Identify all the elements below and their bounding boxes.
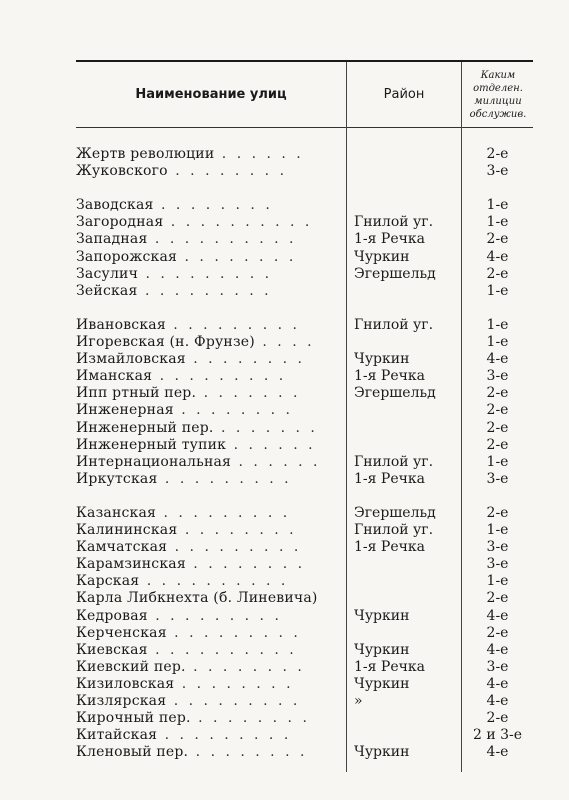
street-name — [76, 146, 346, 163]
street-name — [76, 402, 346, 419]
leader-dots: . . . . . . . . . . — [163, 214, 313, 231]
leader-dots: . . . . . . . . — [185, 556, 306, 573]
police-office: 2-е — [486, 385, 509, 402]
district: Чуркин — [354, 744, 410, 761]
street-name-text: Карла Либкнехта (б. Линевича) — [76, 590, 318, 607]
police-office: 1-е — [486, 316, 509, 333]
police-office: 2-е — [486, 624, 509, 641]
street-name-text: Калининская — [76, 522, 178, 539]
district — [346, 727, 461, 744]
leader-dots: . . . . . . . . . — [152, 368, 287, 385]
header-rule — [76, 127, 533, 128]
street-name-text: Западная — [76, 231, 148, 248]
leader-dots: . . . . . . . . . — [167, 539, 302, 556]
table-row — [76, 693, 534, 710]
leader-dots: . . . . . . . . . . — [139, 573, 289, 590]
table-row — [76, 334, 534, 351]
police-office: 3-е — [486, 163, 509, 180]
street-name-text: Иркутская — [76, 470, 158, 487]
table-row — [76, 368, 534, 385]
table-row — [76, 197, 534, 214]
header-office-line: отделен. — [473, 82, 523, 94]
street-name — [76, 625, 346, 642]
district: 1-я Речка — [354, 658, 425, 675]
table-row — [76, 385, 534, 402]
street-name-text: Зейская — [76, 282, 138, 299]
police-office: 2-е — [486, 436, 509, 453]
district: 1-я Речка — [354, 231, 425, 248]
police-office: 3-е — [486, 470, 509, 487]
street-name-text: Интернациональная — [76, 453, 232, 470]
table-row — [76, 539, 534, 556]
leader-dots: . . . . . . . . . — [147, 607, 282, 624]
header-office-line: Каким — [480, 69, 516, 81]
street-name-text: Загородная — [76, 214, 164, 231]
street-name — [76, 266, 346, 283]
street-name — [76, 522, 346, 539]
leader-dots: . . . . . . . . . — [166, 624, 301, 641]
table-row — [76, 214, 534, 231]
table-row — [76, 642, 534, 659]
table-row — [76, 556, 534, 573]
table-row — [76, 505, 534, 522]
district — [346, 625, 461, 642]
table-row — [76, 402, 534, 419]
street-name — [76, 197, 346, 214]
street-name-text: Керченская — [76, 624, 167, 641]
leader-dots: . . . . . . . . . — [165, 316, 300, 333]
district — [346, 283, 461, 300]
police-office: 4-е — [486, 248, 509, 265]
police-office: 2-е — [486, 265, 509, 282]
street-name — [76, 573, 346, 590]
district: Эгершельд — [354, 265, 436, 282]
street-name-text: Киевская — [76, 641, 148, 658]
leader-dots: . . . . . . . . — [185, 658, 305, 675]
district: 1-я Речка — [354, 539, 425, 556]
street-name — [76, 163, 346, 180]
street-name — [76, 471, 346, 488]
police-office: 4-е — [486, 641, 509, 658]
leader-dots: . . . . . . . . . — [138, 265, 273, 282]
district: Гнилой уг. — [354, 522, 434, 539]
street-name-text: Кленовый пер. — [76, 744, 189, 761]
street-name — [76, 249, 346, 266]
table-row — [76, 625, 534, 642]
street-name — [76, 693, 346, 710]
street-name-text: Засулич — [76, 265, 139, 282]
police-office: 3-е — [486, 556, 509, 573]
street-name-text: Карамзинская — [76, 556, 186, 573]
leader-dots: . . . . . . — [226, 436, 316, 453]
leader-dots: . . . . . . — [231, 453, 321, 470]
leader-dots: . . . . . . . . . . — [147, 231, 297, 248]
street-table — [76, 146, 534, 761]
police-office: 3-е — [486, 539, 509, 556]
table-row — [76, 659, 534, 676]
police-office: 2-е — [486, 419, 509, 436]
leader-dots: . . . . . . . . . — [156, 504, 291, 521]
leader-dots: . . . . . . . — [196, 385, 301, 402]
police-office: 4-е — [486, 351, 509, 368]
district — [346, 163, 461, 180]
street-name — [76, 454, 346, 471]
district — [346, 556, 461, 573]
street-name — [76, 676, 346, 693]
header-office-line: обслужив. — [469, 108, 527, 120]
street-name — [76, 659, 346, 676]
police-office: 1-е — [486, 334, 509, 351]
street-name-text: Иманская — [76, 368, 153, 385]
police-office: 3-е — [486, 658, 509, 675]
header-office-line: милиции — [474, 95, 522, 107]
street-name — [76, 642, 346, 659]
street-name — [76, 317, 346, 334]
district: Гнилой уг. — [354, 214, 434, 231]
table-row — [76, 454, 534, 471]
police-office: 1-е — [486, 282, 509, 299]
leader-dots: . . . . . . . . — [188, 744, 308, 761]
leader-dots: . . . . . . . . — [177, 522, 297, 539]
police-office: 1-е — [486, 197, 509, 214]
street-name-text: Кизлярская — [76, 693, 167, 709]
street-name — [76, 231, 346, 248]
police-office: 2-е — [486, 146, 509, 162]
section-gap — [76, 300, 534, 317]
leader-dots: . . . . . . . . — [153, 197, 273, 214]
street-name-text: Ивановская — [76, 316, 166, 333]
police-office: 2-е — [486, 504, 509, 521]
leader-dots: . . . . . . . . . — [157, 470, 292, 487]
police-office: 1-е — [486, 522, 509, 539]
street-name-text: Измайловская — [76, 351, 186, 368]
leader-dots: . . . . . . . . — [167, 163, 288, 180]
header-street: Наименование улиц — [135, 87, 287, 102]
street-name — [76, 385, 346, 402]
district — [346, 573, 461, 590]
leader-dots: . . . . . . . . . — [137, 282, 272, 299]
street-name-text: Жуковского — [76, 163, 168, 180]
table-row — [76, 163, 534, 180]
district: Эгершельд — [354, 385, 436, 402]
police-office: 2-е — [486, 590, 509, 607]
table-row — [76, 420, 534, 437]
district — [346, 334, 461, 351]
section-gap — [76, 488, 534, 505]
street-name — [76, 214, 346, 231]
street-name-text: Казанская — [76, 504, 157, 521]
street-name-text: Заводская — [76, 197, 154, 214]
police-office: 2 и 3-е — [472, 727, 523, 744]
street-name — [76, 420, 346, 437]
district: Чуркин — [354, 607, 410, 624]
street-name — [76, 556, 346, 573]
leader-dots: . . . . — [254, 334, 315, 351]
street-name — [76, 283, 346, 300]
header-district: Район — [383, 87, 425, 102]
leader-dots: . . . . . . . . . — [166, 693, 301, 709]
district: Чуркин — [354, 675, 410, 692]
street-name — [76, 334, 346, 351]
district — [346, 590, 461, 607]
district — [346, 197, 461, 214]
street-name-text: Киевский пер. — [76, 658, 186, 675]
section-gap — [76, 180, 534, 197]
leader-dots: . . . . . . . . — [185, 351, 305, 368]
header-office — [462, 62, 534, 127]
street-name-text: Ипп ртный пер. — [76, 385, 197, 402]
table-row — [76, 471, 534, 488]
leader-dots: . . . . . . . . — [190, 710, 310, 727]
police-office: 4-е — [486, 607, 509, 624]
street-name-text: Китайская — [76, 727, 158, 744]
police-office: 1-е — [486, 453, 509, 470]
street-name — [76, 590, 346, 607]
street-name — [76, 368, 346, 385]
police-office: 4-е — [486, 675, 509, 692]
district — [346, 420, 461, 437]
police-office: 2-е — [486, 231, 509, 248]
district — [346, 710, 461, 727]
leader-dots: . . . . . . . . — [177, 248, 297, 265]
leader-dots: . . . . . . . . . . — [147, 641, 297, 658]
table-row — [76, 608, 534, 625]
street-name-text: Жертв революции — [76, 146, 215, 162]
leader-dots: . . . . . . . . — [174, 675, 294, 692]
street-name-text: Инженерный тупик — [76, 436, 227, 453]
table-row — [76, 351, 534, 368]
district: Гнилой уг. — [354, 316, 434, 333]
table-row — [76, 590, 534, 607]
table-row — [76, 437, 534, 454]
district: Чуркин — [354, 351, 410, 368]
table-row — [76, 710, 534, 727]
table-row — [76, 283, 534, 300]
police-office: 1-е — [486, 573, 509, 590]
district — [346, 437, 461, 454]
table-row — [76, 266, 534, 283]
police-office: 2-е — [486, 402, 509, 419]
leader-dots: . . . . . . — [214, 146, 304, 162]
table-row — [76, 249, 534, 266]
leader-dots: . . . . . . . . — [173, 402, 293, 419]
street-name-text: Инженерный пер. — [76, 419, 214, 436]
street-name-text: Кедровая — [76, 607, 148, 624]
police-office: 4-е — [486, 744, 509, 761]
district: Чуркин — [354, 641, 410, 658]
street-name-text: Камчатская — [76, 539, 168, 556]
street-name-text: Запорожская — [76, 248, 178, 265]
street-name — [76, 727, 346, 744]
table-row — [76, 676, 534, 693]
table-row — [76, 231, 534, 248]
street-name — [76, 710, 346, 727]
street-name — [76, 351, 346, 368]
street-name — [76, 744, 346, 761]
police-office: 3-е — [486, 368, 509, 385]
district: Эгершельд — [354, 504, 436, 521]
district: 1-я Речка — [354, 368, 425, 385]
street-name — [76, 437, 346, 454]
table-row — [76, 146, 534, 163]
table-row — [76, 573, 534, 590]
police-office: 4-е — [486, 693, 509, 709]
street-name-text: Игоревская (н. Фрунзе) — [76, 334, 255, 351]
street-name-text: Карская — [76, 573, 140, 590]
street-name-text: Кирочный пер. — [76, 710, 191, 727]
district: Гнилой уг. — [354, 453, 434, 470]
district — [346, 402, 461, 419]
street-name-text: Инженерная — [76, 402, 174, 419]
district: Чуркин — [354, 248, 410, 265]
table-row — [76, 522, 534, 539]
table-row — [76, 727, 534, 744]
table-row — [76, 744, 534, 761]
table-row — [76, 317, 534, 334]
police-office: 1-е — [486, 214, 509, 231]
leader-dots: . . . . . . . . . — [157, 727, 292, 744]
district — [346, 146, 461, 163]
street-name-text: Кизиловская — [76, 675, 175, 692]
district: » — [354, 693, 363, 709]
police-office: 2-е — [486, 710, 509, 727]
street-name — [76, 608, 346, 625]
district: 1-я Речка — [354, 470, 425, 487]
street-name — [76, 539, 346, 556]
leader-dots: . . . . . . . — [213, 419, 318, 436]
street-name — [76, 505, 346, 522]
